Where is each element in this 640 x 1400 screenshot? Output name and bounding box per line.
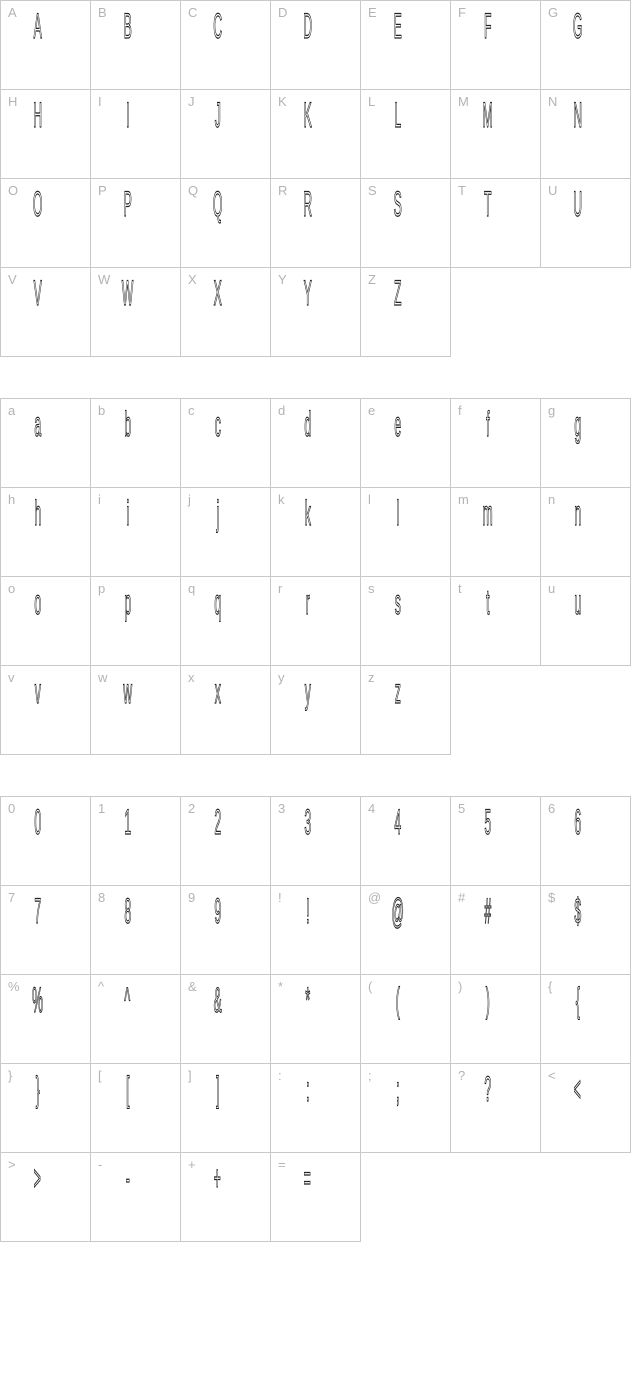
cell-label: 2 bbox=[188, 801, 196, 816]
cell-label: o bbox=[8, 581, 16, 596]
glyph-cell bbox=[0, 0, 91, 90]
glyph-cell bbox=[270, 665, 361, 755]
glyph-cell bbox=[180, 178, 271, 268]
glyph-cell bbox=[0, 398, 91, 488]
glyph-cell bbox=[180, 487, 271, 577]
glyph-cell bbox=[90, 0, 181, 90]
cell-label: c bbox=[188, 403, 195, 418]
cell-label: z bbox=[368, 670, 375, 685]
cell-label: M bbox=[458, 94, 469, 109]
glyph-cell bbox=[90, 487, 181, 577]
glyph-cell bbox=[180, 267, 271, 357]
glyph: 5 bbox=[484, 803, 491, 842]
glyph: * bbox=[305, 981, 310, 1020]
glyph-cell bbox=[540, 576, 631, 666]
cell-label: e bbox=[368, 403, 376, 418]
glyph-cell bbox=[540, 796, 631, 886]
glyph-box bbox=[271, 1072, 344, 1107]
cell-label: F bbox=[458, 5, 466, 20]
glyph: A bbox=[33, 7, 42, 46]
glyph: % bbox=[32, 981, 43, 1020]
glyph: V bbox=[33, 274, 42, 313]
glyph-cell bbox=[180, 89, 271, 179]
glyph-cell bbox=[270, 487, 361, 577]
glyph: R bbox=[303, 185, 312, 224]
cell-label: & bbox=[188, 979, 197, 994]
glyph-box bbox=[361, 496, 434, 531]
glyph: F bbox=[483, 7, 492, 46]
glyph: z bbox=[394, 672, 401, 711]
glyph: B bbox=[123, 7, 132, 46]
cell-label: m bbox=[458, 492, 469, 507]
cell-label: s bbox=[368, 581, 375, 596]
glyph-cell bbox=[180, 974, 271, 1064]
glyph: Z bbox=[393, 274, 402, 313]
glyph: 3 bbox=[304, 803, 311, 842]
glyph: K bbox=[303, 96, 312, 135]
glyph-cell bbox=[450, 1063, 541, 1153]
glyph: P bbox=[123, 185, 132, 224]
cell-label: * bbox=[278, 979, 284, 994]
glyph-row bbox=[1, 797, 631, 886]
cell-label: g bbox=[548, 403, 556, 418]
glyph: Q bbox=[212, 185, 223, 224]
cell-label: ^ bbox=[98, 979, 105, 994]
glyph-cell bbox=[270, 89, 361, 179]
cell-label: 3 bbox=[278, 801, 286, 816]
glyph: t bbox=[485, 583, 490, 622]
glyph-cell bbox=[0, 487, 91, 577]
glyph: ! bbox=[305, 892, 310, 931]
cell-label: j bbox=[188, 492, 191, 507]
cell-label: H bbox=[8, 94, 18, 109]
cell-label: @ bbox=[368, 890, 382, 905]
glyph-cell bbox=[450, 576, 541, 666]
glyph-cell bbox=[540, 974, 631, 1064]
cell-label: 5 bbox=[458, 801, 466, 816]
cell-label: 0 bbox=[8, 801, 16, 816]
cell-label: Y bbox=[278, 272, 287, 287]
cell-label: y bbox=[278, 670, 285, 685]
glyph-cell bbox=[270, 796, 361, 886]
glyph: M bbox=[482, 96, 493, 135]
glyph: > bbox=[33, 1159, 42, 1198]
glyph: U bbox=[573, 185, 582, 224]
glyph: g bbox=[574, 405, 581, 444]
glyph: J bbox=[214, 96, 221, 135]
glyph: 2 bbox=[214, 803, 221, 842]
cell-label: k bbox=[278, 492, 285, 507]
cell-label: f bbox=[458, 403, 462, 418]
glyph-row bbox=[1, 975, 631, 1064]
glyph: } bbox=[35, 1070, 40, 1109]
glyph-cell bbox=[90, 1063, 181, 1153]
cell-label: > bbox=[8, 1157, 16, 1172]
cell-label: a bbox=[8, 403, 16, 418]
glyph-cell bbox=[0, 665, 91, 755]
glyph-cell bbox=[270, 1152, 361, 1242]
glyph-cell bbox=[450, 487, 541, 577]
glyph-cell bbox=[0, 576, 91, 666]
glyph-row bbox=[1, 666, 631, 755]
glyph: e bbox=[394, 405, 401, 444]
glyph: l bbox=[396, 494, 399, 533]
cell-label: P bbox=[98, 183, 107, 198]
glyph-box bbox=[361, 1072, 434, 1107]
glyph-cell bbox=[360, 267, 451, 357]
glyph-cell bbox=[90, 576, 181, 666]
glyph-box bbox=[91, 98, 164, 133]
glyph: # bbox=[484, 892, 491, 931]
glyph: ( bbox=[395, 981, 400, 1020]
cell-label: ] bbox=[188, 1068, 192, 1083]
glyph-cell bbox=[90, 267, 181, 357]
glyph-cell bbox=[360, 796, 451, 886]
cell-label: { bbox=[548, 979, 553, 994]
glyph-row bbox=[1, 90, 631, 179]
glyph-box bbox=[181, 1072, 254, 1107]
glyph-cell bbox=[90, 665, 181, 755]
cell-label: r bbox=[278, 581, 283, 596]
cell-label: q bbox=[188, 581, 196, 596]
cell-label: u bbox=[548, 581, 556, 596]
glyph-box bbox=[271, 894, 344, 929]
glyph-cell bbox=[0, 89, 91, 179]
glyph-cell bbox=[360, 974, 451, 1064]
cell-label: i bbox=[98, 492, 101, 507]
glyph-cell bbox=[180, 665, 271, 755]
glyph-cell bbox=[0, 1063, 91, 1153]
glyph: $ bbox=[574, 892, 581, 931]
cell-label: ? bbox=[458, 1068, 466, 1083]
glyph: < bbox=[573, 1070, 582, 1109]
cell-label: 4 bbox=[368, 801, 376, 816]
glyph: m bbox=[482, 494, 493, 533]
glyph-cell bbox=[180, 398, 271, 488]
glyph: 9 bbox=[214, 892, 221, 931]
cell-label: t bbox=[458, 581, 462, 596]
cell-label: Q bbox=[188, 183, 199, 198]
glyph-cell bbox=[90, 178, 181, 268]
glyph-cell bbox=[180, 576, 271, 666]
glyph: @ bbox=[391, 892, 404, 931]
cell-label: [ bbox=[98, 1068, 102, 1083]
glyph: c bbox=[214, 405, 221, 444]
glyph: E bbox=[393, 7, 402, 46]
glyph-row bbox=[1, 268, 631, 357]
glyph: r bbox=[305, 583, 310, 622]
cell-label: K bbox=[278, 94, 287, 109]
cell-label: ; bbox=[368, 1068, 372, 1083]
glyph-cell bbox=[180, 885, 271, 975]
glyph-cell bbox=[540, 178, 631, 268]
glyph: s bbox=[394, 583, 401, 622]
cell-label: G bbox=[548, 5, 559, 20]
cell-label: : bbox=[278, 1068, 282, 1083]
glyph-cell bbox=[540, 885, 631, 975]
glyph-cell bbox=[540, 398, 631, 488]
cell-label: h bbox=[8, 492, 16, 507]
glyph-cell bbox=[360, 576, 451, 666]
glyph: o bbox=[34, 583, 41, 622]
glyph-cell bbox=[0, 796, 91, 886]
cell-label: x bbox=[188, 670, 195, 685]
glyph-row bbox=[1, 886, 631, 975]
cell-label: + bbox=[188, 1157, 196, 1172]
glyph-cell bbox=[360, 398, 451, 488]
glyph: 4 bbox=[394, 803, 401, 842]
cell-label: n bbox=[548, 492, 556, 507]
glyph-cell bbox=[450, 885, 541, 975]
cell-label: 8 bbox=[98, 890, 106, 905]
glyph: k bbox=[304, 494, 311, 533]
cell-label: b bbox=[98, 403, 106, 418]
glyph: O bbox=[32, 185, 43, 224]
cell-label: w bbox=[98, 670, 108, 685]
glyph: D bbox=[303, 7, 312, 46]
glyph-cell bbox=[270, 1063, 361, 1153]
cell-label: = bbox=[278, 1157, 286, 1172]
glyph: W bbox=[121, 274, 134, 313]
cell-label: E bbox=[368, 5, 377, 20]
cell-label: S bbox=[368, 183, 377, 198]
glyph: q bbox=[214, 583, 221, 622]
glyph-cell bbox=[90, 974, 181, 1064]
glyph-cell bbox=[270, 267, 361, 357]
glyph-cell bbox=[90, 1152, 181, 1242]
glyph-cell bbox=[360, 0, 451, 90]
glyph: G bbox=[572, 7, 583, 46]
glyph: y bbox=[304, 672, 311, 711]
glyph: & bbox=[213, 981, 222, 1020]
cell-label: 7 bbox=[8, 890, 16, 905]
cell-label: ! bbox=[278, 890, 282, 905]
glyph: L bbox=[394, 96, 401, 135]
glyph-cell bbox=[540, 487, 631, 577]
glyph: ] bbox=[215, 1070, 220, 1109]
cell-label: T bbox=[458, 183, 466, 198]
cell-label: A bbox=[8, 5, 17, 20]
glyph-cell bbox=[540, 89, 631, 179]
glyph: x bbox=[214, 672, 221, 711]
glyph: : bbox=[305, 1070, 310, 1109]
cell-label: v bbox=[8, 670, 15, 685]
glyph-cell bbox=[450, 398, 541, 488]
glyph: { bbox=[575, 981, 580, 1020]
glyph-row bbox=[1, 1064, 631, 1153]
cell-label: d bbox=[278, 403, 286, 418]
glyph-cell bbox=[360, 1063, 451, 1153]
cell-label: D bbox=[278, 5, 288, 20]
cell-label: % bbox=[8, 979, 20, 994]
glyph: a bbox=[34, 405, 41, 444]
glyph: d bbox=[304, 405, 311, 444]
glyph-cell bbox=[540, 1063, 631, 1153]
glyph-row bbox=[1, 179, 631, 268]
cell-label: $ bbox=[548, 890, 556, 905]
cell-label: l bbox=[368, 492, 371, 507]
cell-label: R bbox=[278, 183, 288, 198]
glyph-cell bbox=[90, 885, 181, 975]
glyph: f bbox=[485, 405, 490, 444]
glyph: u bbox=[574, 583, 581, 622]
cell-label: } bbox=[8, 1068, 13, 1083]
glyph-cell bbox=[270, 576, 361, 666]
cell-label: 9 bbox=[188, 890, 196, 905]
glyph-row bbox=[1, 1, 631, 90]
glyph-cell bbox=[450, 0, 541, 90]
glyph: ^ bbox=[124, 981, 131, 1020]
cell-label: p bbox=[98, 581, 106, 596]
glyph: ; bbox=[395, 1070, 400, 1109]
cell-label: B bbox=[98, 5, 107, 20]
cell-label: - bbox=[98, 1157, 103, 1172]
glyph-cell bbox=[360, 178, 451, 268]
glyph-cell bbox=[270, 0, 361, 90]
cell-label: L bbox=[368, 94, 376, 109]
glyph: H bbox=[33, 96, 42, 135]
glyph: S bbox=[393, 185, 402, 224]
glyph: 0 bbox=[34, 803, 41, 842]
glyph-cell bbox=[0, 885, 91, 975]
glyph-cell bbox=[180, 1152, 271, 1242]
glyph: N bbox=[573, 96, 582, 135]
glyph: C bbox=[213, 7, 222, 46]
glyph: i bbox=[126, 494, 129, 533]
glyph: + bbox=[213, 1159, 222, 1198]
glyph-cell bbox=[180, 1063, 271, 1153]
glyph-cell bbox=[90, 398, 181, 488]
glyph-row bbox=[1, 577, 631, 666]
glyph-cell bbox=[0, 974, 91, 1064]
glyph: n bbox=[574, 494, 581, 533]
glyph-row bbox=[1, 1153, 631, 1242]
glyph-cell bbox=[450, 796, 541, 886]
cell-label: < bbox=[548, 1068, 556, 1083]
glyph: w bbox=[123, 672, 132, 711]
cell-label: I bbox=[98, 94, 102, 109]
section-numerals-symbols bbox=[1, 797, 631, 1242]
glyph: h bbox=[34, 494, 41, 533]
glyph-cell bbox=[270, 178, 361, 268]
glyph: v bbox=[34, 672, 41, 711]
glyph-cell bbox=[270, 974, 361, 1064]
glyph: = bbox=[303, 1159, 312, 1198]
cell-label: U bbox=[548, 183, 558, 198]
glyph: 8 bbox=[124, 892, 131, 931]
cell-label: W bbox=[98, 272, 111, 287]
glyph: X bbox=[213, 274, 222, 313]
cell-label: N bbox=[548, 94, 558, 109]
cell-label: 6 bbox=[548, 801, 556, 816]
glyph-cell bbox=[540, 0, 631, 90]
glyph: Y bbox=[303, 274, 312, 313]
glyph-box bbox=[181, 496, 254, 531]
glyph-cell bbox=[90, 796, 181, 886]
cell-label: ) bbox=[458, 979, 463, 994]
glyph-cell bbox=[450, 89, 541, 179]
cell-label: X bbox=[188, 272, 197, 287]
glyph-cell bbox=[360, 665, 451, 755]
glyph-cell bbox=[0, 267, 91, 357]
glyph: b bbox=[124, 405, 131, 444]
glyph-cell bbox=[0, 1152, 91, 1242]
cell-label: 1 bbox=[98, 801, 106, 816]
glyph: I bbox=[125, 96, 130, 135]
glyph-cell bbox=[360, 487, 451, 577]
glyph: T bbox=[483, 185, 492, 224]
cell-label: J bbox=[188, 94, 195, 109]
glyph: ? bbox=[484, 1070, 491, 1109]
cell-label: Z bbox=[368, 272, 376, 287]
glyph-cell bbox=[270, 398, 361, 488]
cell-label: O bbox=[8, 183, 19, 198]
glyph-box bbox=[91, 496, 164, 531]
glyph: j bbox=[216, 494, 219, 533]
section-uppercase bbox=[1, 1, 631, 357]
glyph-cell bbox=[270, 885, 361, 975]
glyph-cell bbox=[360, 89, 451, 179]
glyph: [ bbox=[125, 1070, 130, 1109]
glyph-cell bbox=[180, 0, 271, 90]
section-lowercase bbox=[1, 399, 631, 755]
glyph: 1 bbox=[124, 803, 131, 842]
glyph: ) bbox=[485, 981, 490, 1020]
glyph: - bbox=[125, 1159, 130, 1198]
glyph-row bbox=[1, 399, 631, 488]
cell-label: V bbox=[8, 272, 17, 287]
glyph-cell bbox=[90, 89, 181, 179]
cell-label: C bbox=[188, 5, 198, 20]
glyph-cell bbox=[180, 796, 271, 886]
glyph-cell bbox=[360, 885, 451, 975]
glyph-row bbox=[1, 488, 631, 577]
glyph-cell bbox=[0, 178, 91, 268]
glyph: 7 bbox=[34, 892, 41, 931]
cell-label: ( bbox=[368, 979, 373, 994]
glyph: p bbox=[124, 583, 131, 622]
glyph-cell bbox=[450, 974, 541, 1064]
glyph-cell bbox=[450, 178, 541, 268]
glyph: 6 bbox=[574, 803, 581, 842]
cell-label: # bbox=[458, 890, 466, 905]
